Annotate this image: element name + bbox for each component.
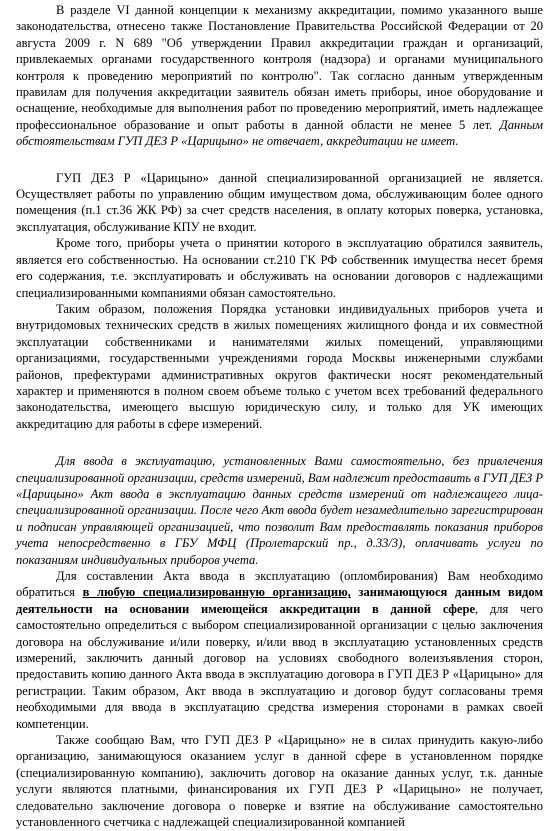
paragraph-ownership: Кроме того, приборы учета о принятии которого в эксплуатацию обратился заявитель, является его собственностью. На основании ст.210 ГК РФ собственник имущества несет бремя его содержания, т.е. эксплуатировать и обслуживать на основании договоров с надлежащими специализированными компаниями обязан самостоятельно. (16, 236, 543, 300)
paragraph-accreditation (16, 2, 543, 150)
paragraph-procedure: Таким образом, положения Порядка установки индивидуальных приборов учета и внутридомовых технических средств в жилых помещениях жилищного фонда и их совместной эксплуатации собственниками и нанимателями жилых помещений, управляющими организациями, государственными учреждениями города Москвы инженерными службами районов, префектурами административных округов фактически носят рекомендательный характер и применяются в полном своем объеме только с учетом всех требований федерального законодательства, имеющего высшую юридическую силу, и только для УК имеющих аккредитацию для работы в сфере измерений. (16, 301, 543, 431)
paragraph-sealing-act-start: Для составлении Акта ввода в эксплуатацию (опломбирования) Вам необходимо обратиться (16, 569, 543, 600)
paragraph-accreditation-conclusion: Данным обстоятельствам ГУП ДЕЗ Р «Царицыно» не отвечает, аккредитации не имеет. (16, 117, 543, 149)
paragraph-sealing-act-rest: , для чего самостоятельно определиться с выбором специализированной организации с целью заключения договора на обслуживание и/или поверку, и/или ввод в эксплуатацию установленных средств измерений, заключить данный договор на условиях свободного волеизъявления сторон, предоставить копию данного Акта ввода в эксплуатацию договора в ГУП ДЕЗ Р «Царицыно» для регистрации. Таким образом, Акт ввода в эксплуатацию и договор будут согласованы тремя необходимыми для ввода в эксплуатацию средства измерения сторонами в рамках своей компетенции. (16, 601, 543, 731)
paragraph-notification: Также сообщаю Вам, что ГУП ДЕЗ Р «Царицыно» не в силах принудить какую-либо организацию, занимающуюся оказанием услуг в данной сфере в установленном порядке (специализированную компанию), заключить договор на оказание данных услуг, т.к. данные услуги являются платными, финансирования их ГУП ДЕЗ Р «Царицыно» не получает, следовательно заключение договора о поверке и взятие на обслуживание самостоятельно установленного счетчика с надлежащей специализированной компанией (16, 733, 543, 830)
paragraph-sealing-act-emphasis-underlined: в любую специализированную организацию, (82, 585, 351, 600)
paragraph-spacer (16, 432, 543, 453)
paragraph-commissioning-instructions: Для ввода в эксплуатацию, установленных Вами самостоятельно, без привлечения специализированной организации, средств измерений, Вам надлежит предоставить в ГУП ДЕЗ Р «Царицыно» Акт ввода в эксплуатацию данных средств измерений от надлежащего лица- специализированной организации. После чего Акт ввода будет незамедлительно зарегистрирован и подписан управляющей организацией, что позволит Вам предоставлять показания приборов учета непосредственно в ГБУ МФЦ (Пролетарский пр., д.33/3), оплачивать услуги по показаниям индивидуальных приборов учета. (16, 454, 543, 567)
paragraph-sealing-act-emphasis: занимающуюся данным видом деятельности на основании имеющейся аккредитации в данной сфере (16, 585, 543, 616)
paragraph-organization-status: ГУП ДЕЗ Р «Царицыно» данной специализированной организацией не является. Осуществляет работы по управлению общим имуществом дома, обслуживающим более одного помещения (п.1 ст.36 ЖК РФ) за счет средств населения, в оплату которых поверка, установка, эксплуатация, обслуживание КПУ не входит. (16, 170, 543, 234)
paragraph-sealing-act (16, 568, 543, 732)
paragraph-accreditation-text: В разделе VI данной концепции к механизму аккредитации, помимо указанного выше законодательства, отнесено также Постановление Правительства Российской Федерации от 20 августа 2009 г. N 689 "Об утверждении Правил аккредитации граждан и организаций, привлекаемых органами государственного контроля (надзора) и органами муниципального контроля к проведению мероприятий по контролю". Так согласно данным утвержденным правилам для получения аккредитации заявитель обязан иметь приборы, иное оборудование и оснащение, необходимые для выполнения работ по проведению мероприятий, иметь надлежащее профессиональное образование и опыт работы в данной области не менее 5 лет. (16, 3, 543, 132)
paragraph-spacer (16, 150, 543, 170)
